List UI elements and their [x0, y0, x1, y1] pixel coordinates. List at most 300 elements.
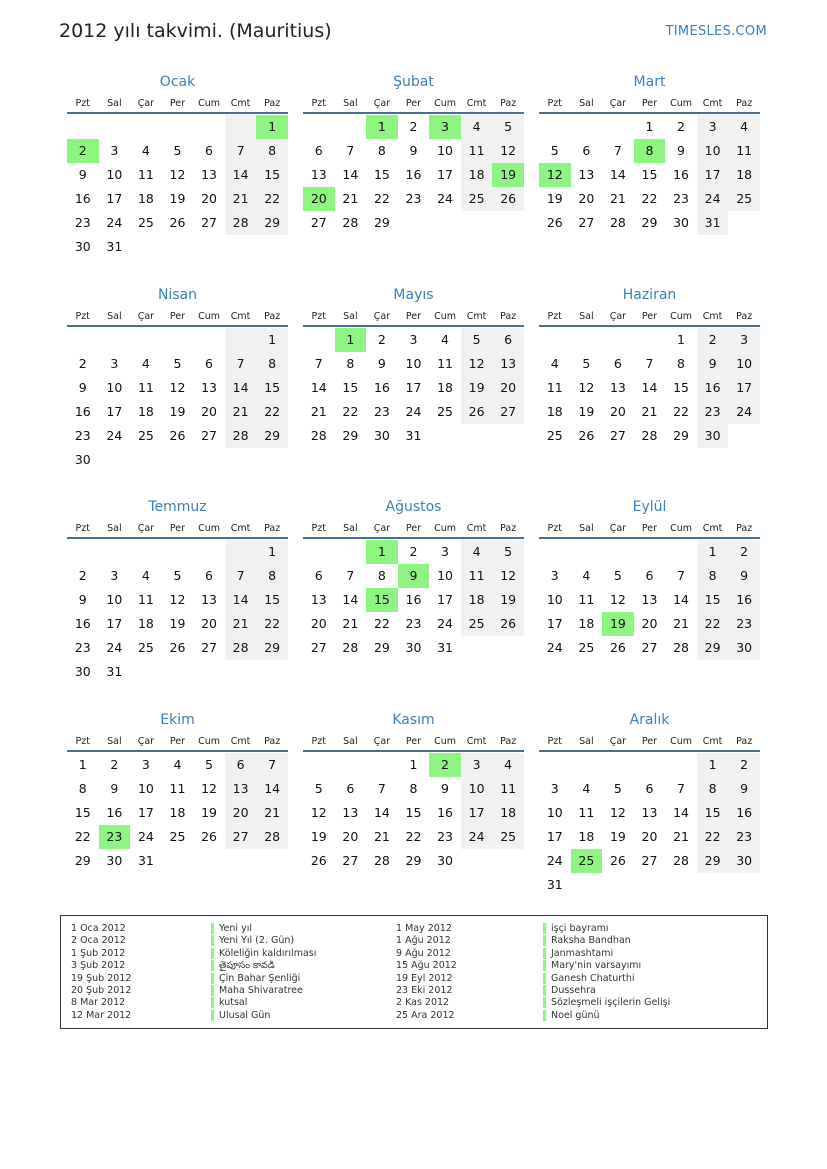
day-cell: 23: [373, 404, 390, 419]
weekday-label: Pzt: [75, 523, 90, 534]
day-cell: 12: [169, 380, 186, 395]
holiday-name: Noel günü: [543, 1010, 600, 1021]
holiday-name: Sözleşmeli işçilerin Gelişi: [543, 997, 670, 1008]
weekday-label: Cmt: [466, 736, 487, 747]
day-cell: 29: [256, 211, 288, 235]
day-cell: 19: [546, 191, 563, 206]
holiday-day-cell: 19: [492, 163, 524, 187]
weekday-label: Pzt: [75, 98, 90, 109]
empty-day-cell: [366, 753, 398, 777]
weekday-label: Sal: [579, 736, 594, 747]
day-cell: 1: [697, 540, 729, 564]
day-cell: 21: [342, 616, 359, 631]
day-cell: 22: [373, 191, 390, 206]
day-cell: 14: [673, 592, 689, 607]
holiday-name: Ulusal Gün: [211, 1010, 270, 1021]
day-cell: 23: [405, 616, 422, 631]
day-cell: 28: [310, 428, 327, 443]
day-cell: 24: [437, 616, 453, 631]
day-cell: 17: [405, 380, 422, 395]
brand-link[interactable]: TIMESLES.COM: [665, 24, 767, 39]
day-cell: 30: [106, 853, 123, 868]
weekday-label: Paz: [500, 98, 517, 109]
day-cell: 23: [437, 829, 453, 844]
day-cell: 20: [201, 616, 217, 631]
weekday-label: Cum: [670, 736, 692, 747]
weekday-label: Pzt: [547, 311, 562, 322]
weekday-label: Cum: [434, 98, 456, 109]
day-cell: 3: [461, 753, 493, 777]
empty-day-cell: [193, 540, 225, 564]
day-cell: 18: [137, 404, 154, 419]
day-cell: 11: [137, 592, 154, 607]
day-cell: 18: [461, 163, 493, 187]
day-cell: 11: [137, 380, 154, 395]
day-cell: 17: [697, 163, 729, 187]
empty-day-cell: [665, 753, 697, 777]
day-cell: 14: [225, 376, 257, 400]
day-cell: 21: [673, 829, 689, 844]
day-cell: 29: [697, 636, 729, 660]
day-cell: 5: [205, 757, 213, 772]
day-cell: 7: [346, 568, 355, 583]
weekday-label: Cum: [434, 523, 456, 534]
weekday-label: Cmt: [702, 98, 723, 109]
day-cell: 26: [461, 400, 493, 424]
weekday-label: Cum: [670, 311, 692, 322]
holiday-date: 12 Mar 2012: [71, 1009, 132, 1021]
holidays-legend: [60, 915, 768, 1029]
day-cell: 16: [106, 805, 123, 820]
day-cell: 5: [173, 356, 182, 371]
day-cell: 28: [225, 211, 257, 235]
weekday-header: [303, 309, 524, 327]
day-cell: 18: [461, 588, 493, 612]
day-cell: 1: [697, 753, 729, 777]
day-cell: 23: [74, 215, 91, 230]
day-cell: 1: [645, 119, 654, 134]
day-cell: 20: [578, 191, 595, 206]
day-cell: 26: [609, 853, 626, 868]
day-cell: 11: [437, 356, 453, 371]
day-cell: 17: [137, 805, 154, 820]
day-cell: 20: [201, 404, 217, 419]
weekday-label: Paz: [736, 736, 753, 747]
day-cell: 5: [582, 356, 591, 371]
holiday-day-cell: 19: [602, 612, 634, 636]
day-cell: 4: [141, 356, 150, 371]
weekday-header: [67, 734, 288, 752]
day-cell: 2: [728, 540, 760, 564]
day-cell: 3: [441, 544, 449, 559]
weekday-label: Cum: [434, 736, 456, 747]
weekday-label: Cmt: [230, 736, 251, 747]
empty-day-cell: [99, 115, 131, 139]
day-cell: 13: [225, 777, 257, 801]
weekday-label: Cum: [670, 523, 692, 534]
day-cell: 15: [697, 801, 729, 825]
day-cell: 28: [609, 215, 626, 230]
weekday-label: Per: [405, 523, 422, 534]
weekday-label: Cmt: [466, 523, 487, 534]
day-cell: 17: [106, 404, 123, 419]
day-cell: 7: [346, 143, 355, 158]
day-cell: 19: [201, 805, 217, 820]
empty-day-cell: [335, 753, 367, 777]
day-cell: 7: [225, 139, 257, 163]
weekday-label: Sal: [343, 98, 358, 109]
day-cell: 12: [492, 139, 524, 163]
holiday-date: 25 Ara 2012: [396, 1009, 455, 1021]
day-cell: 3: [728, 328, 760, 352]
weekday-label: Paz: [264, 311, 281, 322]
day-cell: 6: [492, 328, 524, 352]
day-cell: 16: [74, 616, 91, 631]
day-cell: 5: [613, 781, 622, 796]
day-cell: 13: [201, 167, 217, 182]
empty-day-cell: [99, 328, 131, 352]
day-cell: 4: [492, 753, 524, 777]
month-title: Haziran: [622, 287, 677, 303]
day-cell: 9: [697, 352, 729, 376]
month-block: [67, 72, 288, 259]
day-cell: 26: [578, 428, 595, 443]
day-cell: 7: [225, 564, 257, 588]
weekday-label: Sal: [107, 98, 122, 109]
day-cell: 16: [373, 380, 390, 395]
day-cell: 7: [377, 781, 386, 796]
day-cell: 3: [141, 757, 150, 772]
holiday-date: 1 Oca 2012: [71, 923, 126, 934]
holiday-day-cell: 15: [366, 588, 398, 612]
weekday-label: Çar: [137, 523, 155, 534]
day-cell: 11: [492, 777, 524, 801]
day-cell: 14: [225, 588, 257, 612]
day-cell: 27: [578, 215, 595, 230]
page-title: 2012 yılı takvimi. (Mauritius): [59, 20, 332, 42]
holiday-day-cell: 2: [67, 139, 99, 163]
empty-day-cell: [571, 753, 603, 777]
day-cell: 31: [137, 853, 154, 868]
day-cell: 2: [409, 544, 418, 559]
day-cell: 22: [697, 612, 729, 636]
day-cell: 27: [492, 400, 524, 424]
day-cell: 2: [110, 757, 119, 772]
holiday-name: Yeni yıl: [211, 923, 252, 934]
weekday-label: Cmt: [702, 736, 723, 747]
day-cell: 22: [342, 404, 359, 419]
day-cell: 15: [641, 167, 658, 182]
month-block: [303, 72, 524, 235]
weekday-label: Çar: [609, 98, 627, 109]
day-cell: 31: [106, 239, 123, 254]
day-cell: 14: [673, 805, 689, 820]
month-block: [539, 710, 760, 897]
day-cell: 27: [201, 640, 217, 655]
day-cell: 9: [441, 781, 449, 796]
day-cell: 8: [409, 781, 418, 796]
day-cell: 31: [405, 428, 422, 443]
day-cell: 20: [641, 616, 658, 631]
weekday-label: Per: [169, 736, 186, 747]
day-cell: 12: [492, 564, 524, 588]
weekday-label: Per: [641, 736, 658, 747]
day-cell: 5: [173, 143, 182, 158]
day-cell: 29: [641, 215, 658, 230]
day-cell: 21: [342, 191, 359, 206]
empty-day-cell: [130, 115, 162, 139]
weekday-header: [539, 734, 760, 752]
month-block: [67, 285, 288, 472]
day-cell: 10: [437, 568, 453, 583]
holiday-date: 1 May 2012: [396, 923, 452, 934]
day-cell: 28: [641, 428, 658, 443]
day-cell: 10: [697, 139, 729, 163]
day-cell: 12: [609, 592, 626, 607]
day-cell: 30: [74, 664, 91, 679]
weekday-label: Cum: [198, 523, 220, 534]
month-block: [539, 72, 760, 235]
days-grid: [539, 540, 760, 660]
day-cell: 14: [256, 777, 288, 801]
day-cell: 14: [342, 592, 359, 607]
weekday-label: Per: [405, 311, 422, 322]
month-block: [539, 285, 760, 448]
holiday-date: 20 Şub 2012: [71, 984, 132, 996]
weekday-label: Paz: [736, 311, 753, 322]
day-cell: 8: [697, 777, 729, 801]
holiday-day-cell: 2: [429, 753, 461, 777]
month-title: Temmuz: [148, 499, 207, 515]
day-cell: 29: [256, 424, 288, 448]
day-cell: 27: [310, 215, 327, 230]
day-cell: 8: [677, 356, 685, 371]
day-cell: 23: [728, 612, 760, 636]
day-cell: 21: [256, 801, 288, 825]
day-cell: 24: [461, 825, 493, 849]
day-cell: 13: [609, 380, 626, 395]
day-cell: 4: [141, 568, 150, 583]
day-cell: 31: [546, 877, 563, 892]
weekday-label: Per: [169, 311, 186, 322]
day-cell: 15: [256, 376, 288, 400]
day-cell: 10: [437, 143, 453, 158]
month-title: Aralık: [629, 712, 670, 728]
weekday-label: Cmt: [466, 311, 487, 322]
day-cell: 4: [461, 540, 493, 564]
day-cell: 18: [137, 191, 154, 206]
day-cell: 18: [728, 163, 760, 187]
day-cell: 3: [110, 568, 119, 583]
holiday-day-cell: 1: [335, 328, 367, 352]
day-cell: 14: [641, 380, 658, 395]
weekday-label: Cum: [670, 98, 692, 109]
holiday-date: 1 Şub 2012: [71, 947, 126, 959]
holiday-day-cell: 8: [634, 139, 666, 163]
day-cell: 3: [110, 356, 119, 371]
weekday-label: Sal: [343, 523, 358, 534]
month-block: [67, 710, 288, 873]
day-cell: 25: [492, 825, 524, 849]
day-cell: 22: [74, 829, 91, 844]
month-title: Ağustos: [385, 499, 442, 515]
day-cell: 21: [609, 191, 626, 206]
day-cell: 25: [728, 187, 760, 211]
weekday-label: Çar: [609, 311, 627, 322]
day-cell: 21: [641, 404, 658, 419]
weekday-label: Çar: [137, 98, 155, 109]
month-title: Kasım: [392, 712, 435, 728]
day-cell: 24: [405, 404, 422, 419]
days-grid: [67, 115, 288, 259]
day-cell: 1: [677, 332, 685, 347]
month-block: [67, 497, 288, 684]
day-cell: 20: [641, 829, 658, 844]
empty-day-cell: [602, 328, 634, 352]
day-cell: 30: [728, 636, 760, 660]
day-cell: 8: [256, 352, 288, 376]
day-cell: 2: [78, 568, 87, 583]
day-cell: 27: [225, 825, 257, 849]
day-cell: 12: [169, 167, 186, 182]
day-cell: 1: [256, 328, 288, 352]
empty-day-cell: [634, 328, 666, 352]
day-cell: 9: [78, 592, 87, 607]
day-cell: 15: [256, 163, 288, 187]
day-cell: 28: [342, 215, 359, 230]
empty-day-cell: [634, 753, 666, 777]
holiday-name: Janmashtami: [543, 948, 613, 959]
day-cell: 1: [409, 757, 418, 772]
day-cell: 21: [310, 404, 327, 419]
weekday-label: Pzt: [547, 736, 562, 747]
day-cell: 16: [405, 592, 422, 607]
empty-day-cell: [335, 115, 367, 139]
weekday-label: Per: [405, 736, 422, 747]
day-cell: 22: [405, 829, 422, 844]
day-cell: 30: [673, 215, 689, 230]
day-cell: 22: [256, 612, 288, 636]
day-cell: 23: [405, 191, 422, 206]
day-cell: 16: [697, 376, 729, 400]
day-cell: 5: [492, 115, 524, 139]
weekday-label: Cum: [198, 98, 220, 109]
day-cell: 29: [373, 215, 390, 230]
weekday-header: [67, 309, 288, 327]
day-cell: 11: [461, 564, 493, 588]
day-cell: 5: [492, 540, 524, 564]
day-cell: 16: [74, 404, 91, 419]
weekday-label: Paz: [736, 98, 753, 109]
day-cell: 16: [728, 588, 760, 612]
holiday-name: Ganesh Chaturthi: [543, 973, 635, 984]
day-cell: 11: [137, 167, 154, 182]
weekday-label: Cmt: [702, 311, 723, 322]
day-cell: 26: [169, 640, 186, 655]
day-cell: 6: [205, 143, 213, 158]
empty-day-cell: [571, 115, 603, 139]
weekday-label: Paz: [500, 736, 517, 747]
day-cell: 3: [697, 115, 729, 139]
day-cell: 30: [373, 428, 390, 443]
empty-day-cell: [303, 753, 335, 777]
day-cell: 17: [437, 592, 453, 607]
month-title: Ekim: [160, 712, 195, 728]
day-cell: 29: [74, 853, 91, 868]
empty-day-cell: [634, 540, 666, 564]
holiday-dates-column: [71, 923, 131, 1022]
day-cell: 12: [609, 805, 626, 820]
weekday-label: Pzt: [547, 523, 562, 534]
day-cell: 9: [78, 380, 87, 395]
day-cell: 2: [728, 753, 760, 777]
day-cell: 10: [106, 167, 123, 182]
weekday-label: Pzt: [75, 736, 90, 747]
day-cell: 22: [697, 825, 729, 849]
day-cell: 30: [405, 640, 422, 655]
day-cell: 11: [578, 592, 595, 607]
empty-day-cell: [67, 115, 99, 139]
weekday-label: Çar: [137, 736, 155, 747]
day-cell: 6: [225, 753, 257, 777]
days-grid: [303, 540, 524, 660]
day-cell: 21: [225, 400, 257, 424]
empty-day-cell: [303, 328, 335, 352]
day-cell: 10: [461, 777, 493, 801]
day-cell: 13: [492, 352, 524, 376]
day-cell: 29: [673, 428, 689, 443]
day-cell: 17: [546, 829, 563, 844]
day-cell: 5: [173, 568, 182, 583]
day-cell: 8: [346, 356, 355, 371]
weekday-header: [303, 521, 524, 539]
holiday-date: 8 Mar 2012: [71, 997, 126, 1009]
empty-day-cell: [67, 328, 99, 352]
day-cell: 9: [409, 143, 418, 158]
day-cell: 18: [492, 801, 524, 825]
day-cell: 1: [78, 757, 87, 772]
weekday-label: Per: [169, 98, 186, 109]
day-cell: 24: [546, 853, 563, 868]
day-cell: 27: [641, 640, 658, 655]
weekday-label: Per: [641, 98, 658, 109]
day-cell: 14: [310, 380, 327, 395]
days-grid: [539, 115, 760, 235]
weekday-label: Pzt: [547, 98, 562, 109]
empty-day-cell: [602, 115, 634, 139]
day-cell: 26: [169, 428, 186, 443]
day-cell: 9: [728, 564, 760, 588]
holiday-name: Köleliğin kaldırılması: [211, 948, 316, 959]
day-cell: 6: [346, 781, 355, 796]
day-cell: 3: [409, 332, 418, 347]
weekday-label: Pzt: [75, 311, 90, 322]
holiday-day-cell: 9: [398, 564, 430, 588]
weekday-label: Sal: [579, 98, 594, 109]
day-cell: 2: [377, 332, 386, 347]
weekday-label: Çar: [373, 98, 391, 109]
holiday-name: తైపూసం కావడి: [211, 960, 275, 971]
day-cell: 27: [201, 215, 217, 230]
day-cell: 24: [106, 428, 123, 443]
weekday-header: [303, 734, 524, 752]
empty-day-cell: [539, 540, 571, 564]
day-cell: 20: [342, 829, 359, 844]
day-cell: 9: [110, 781, 119, 796]
day-cell: 14: [225, 163, 257, 187]
day-cell: 16: [74, 191, 91, 206]
day-cell: 26: [609, 640, 626, 655]
